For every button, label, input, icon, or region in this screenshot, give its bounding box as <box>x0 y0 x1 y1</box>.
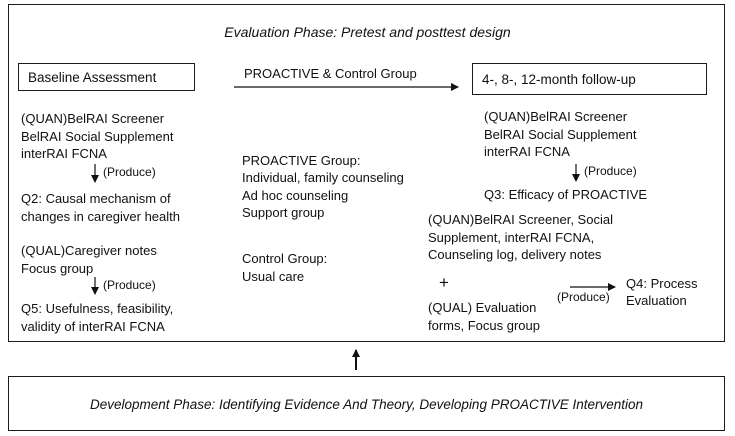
process-quan-measures: (QUAN)BelRAI Screener, Social Supplement, interRAI FCNA, Counseling log, delivery notes <box>428 212 613 262</box>
proactive-group-items: Individual, family counseling Ad hoc counseling Support group <box>242 170 404 220</box>
q4-process-evaluation: Q4: Process Evaluation <box>626 276 698 308</box>
baseline-qual-measures: (QUAL)Caregiver notes Focus group <box>21 243 157 276</box>
proactive-group-title: PROACTIVE Group: <box>242 153 361 168</box>
baseline-quan-measures: (QUAN)BelRAI Screener BelRAI Social Supplement interRAI FCNA <box>21 111 174 161</box>
plus-sign: + <box>439 273 449 292</box>
control-group-items: Usual care <box>242 269 305 284</box>
followup-label: 4-, 8-, 12-month follow-up <box>482 72 636 87</box>
followup-produce-label: (Produce) <box>584 164 637 178</box>
control-group-title: Control Group: <box>242 251 328 266</box>
baseline-qual-produce-label: (Produce) <box>103 278 156 292</box>
q2-causal-mechanism: Q2: Causal mechanism of changes in caregiver health <box>21 191 180 224</box>
process-qual-measures: (QUAL) Evaluation forms, Focus group <box>428 300 540 333</box>
q3-efficacy: Q3: Efficacy of PROACTIVE <box>484 187 648 202</box>
q5-usefulness: Q5: Usefulness, feasibility, validity of interRAI FCNA <box>21 301 174 334</box>
development-phase-title: Development Phase: Identifying Evidence And Theory, Developing PROACTIVE Intervention <box>89 397 644 412</box>
process-produce-label: (Produce) <box>557 290 610 304</box>
followup-quan-measures: (QUAN)BelRAI Screener BelRAI Social Supplement interRAI FCNA <box>484 109 637 159</box>
group-arrow-label: PROACTIVE & Control Group <box>244 66 417 81</box>
baseline-quan-produce-label: (Produce) <box>103 165 156 179</box>
baseline-assessment-label: Baseline Assessment <box>28 70 157 85</box>
evaluation-phase-title: Evaluation Phase: Pretest and posttest design <box>224 24 511 40</box>
